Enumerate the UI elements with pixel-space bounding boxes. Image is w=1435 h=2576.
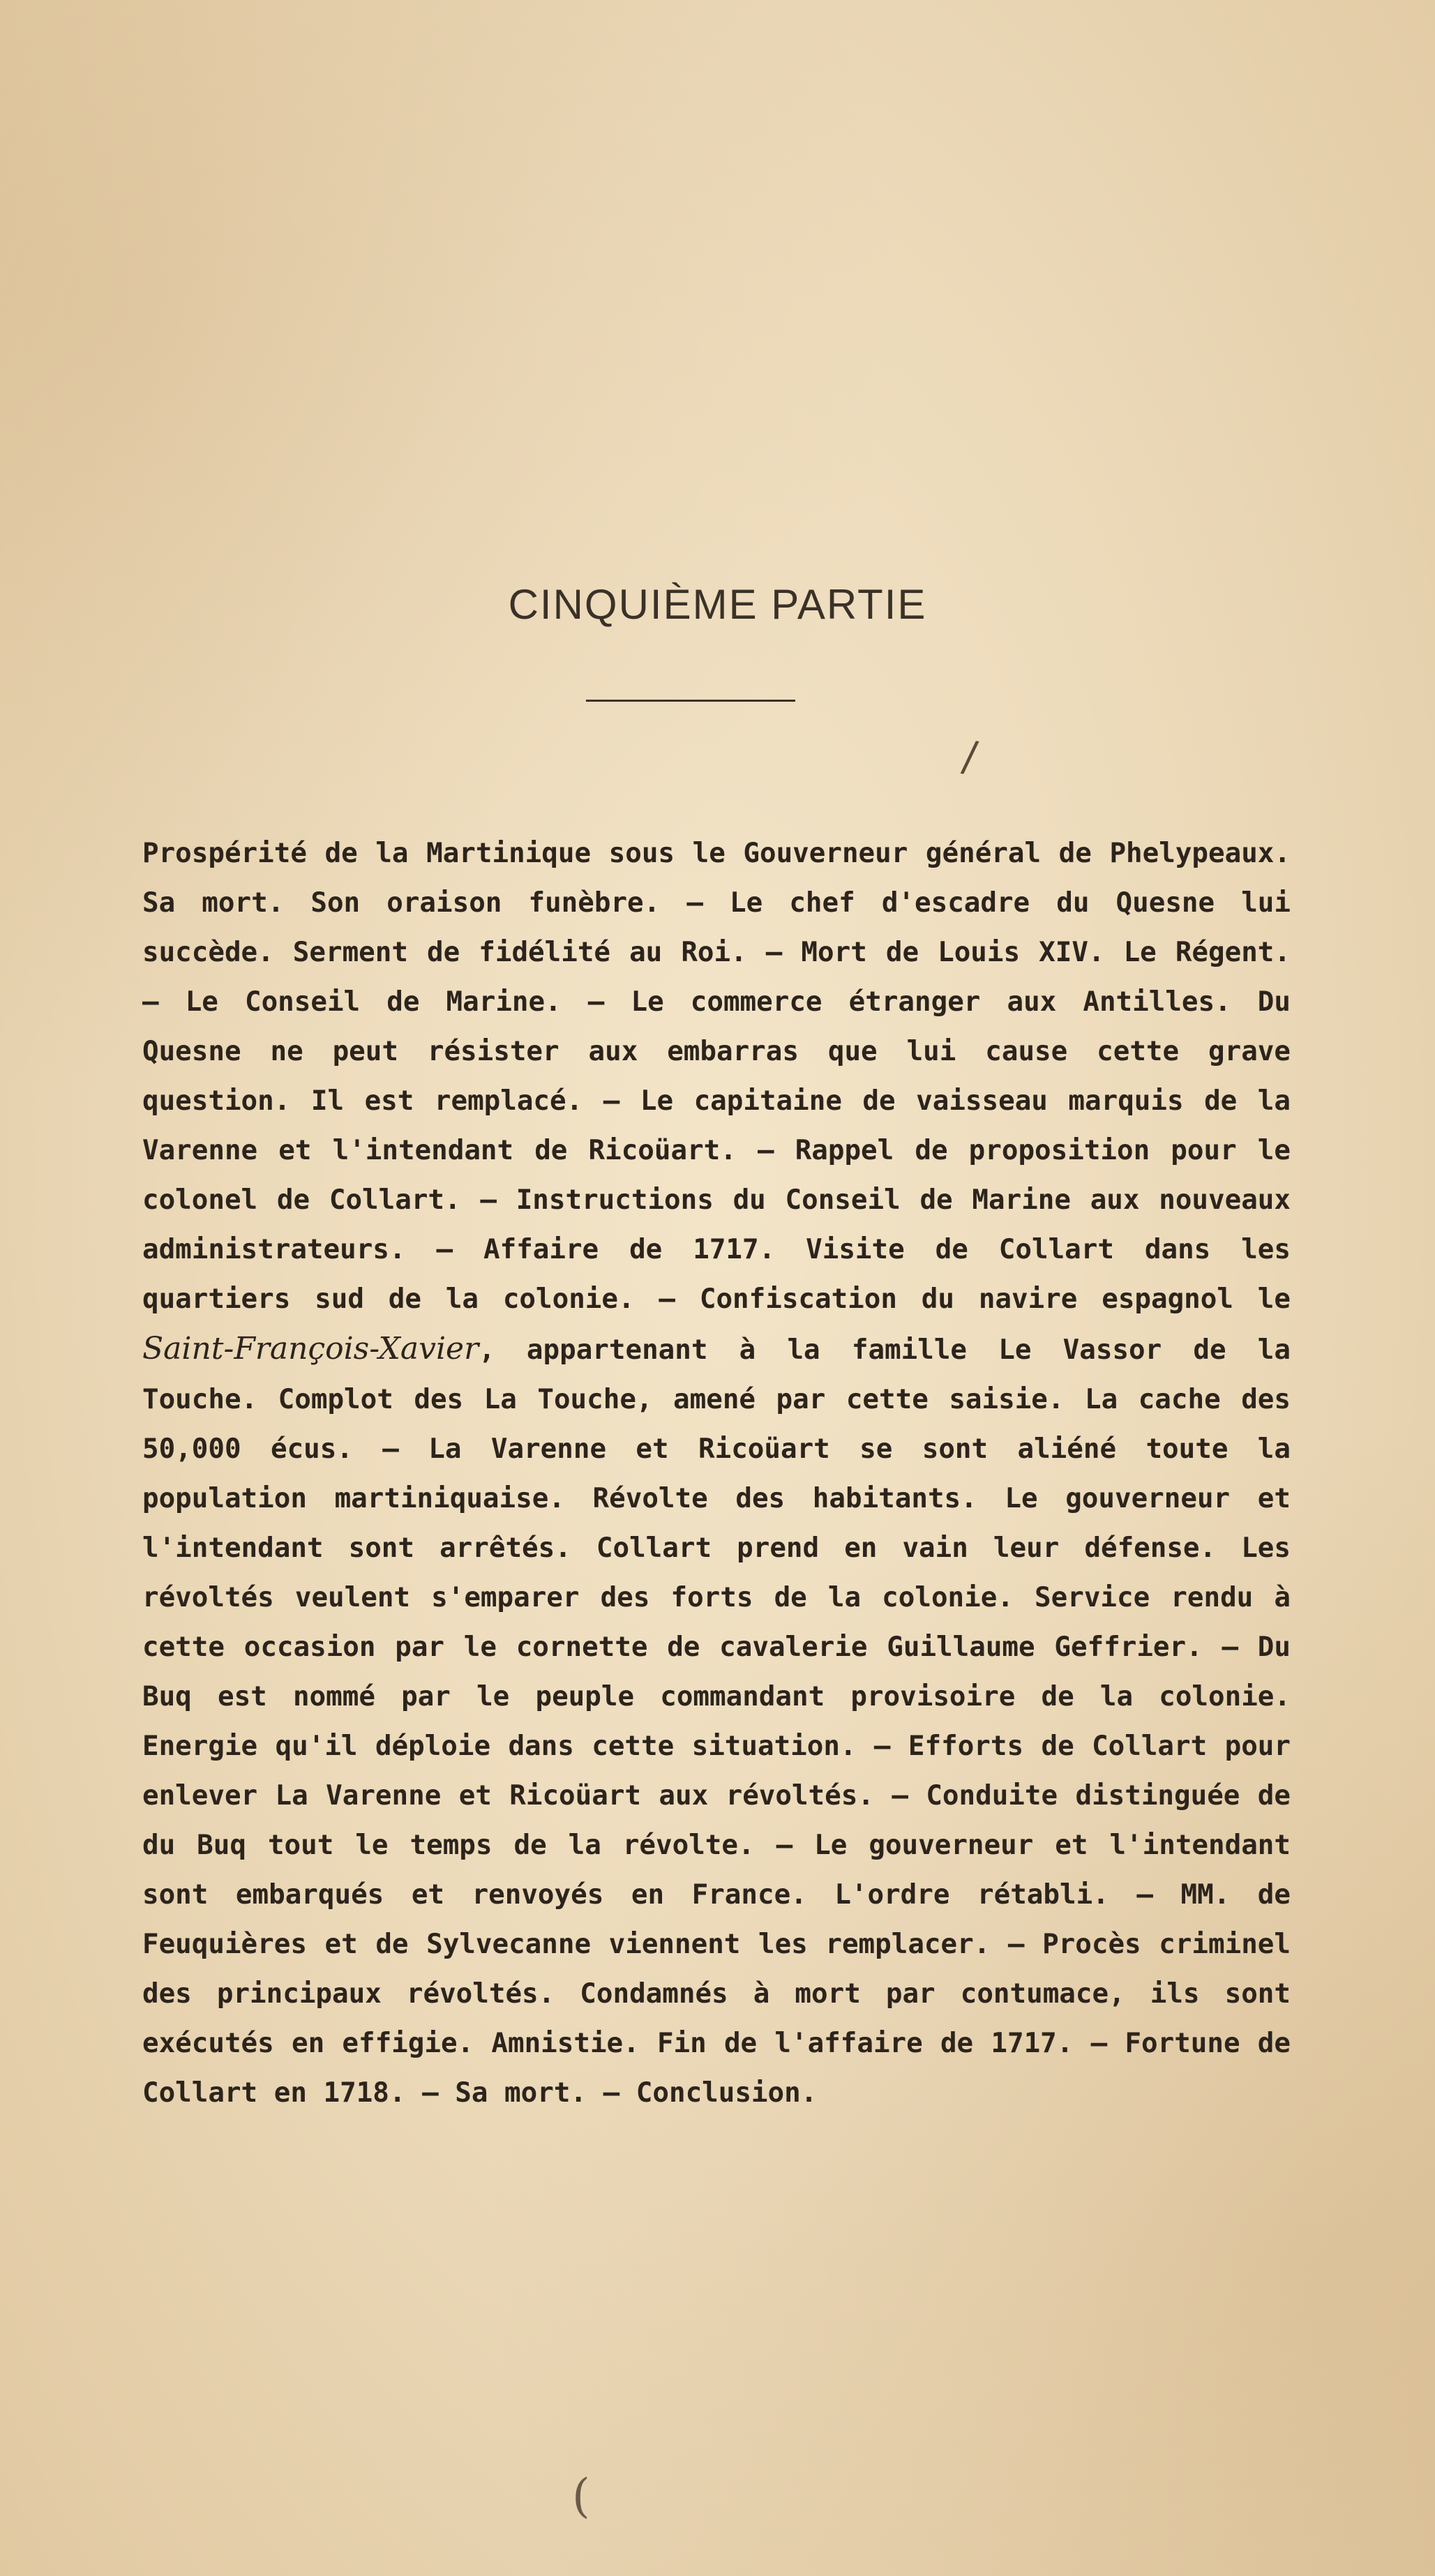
stray-pencil-mark: / <box>959 731 980 783</box>
ship-name: Saint-François-Xavier <box>142 1331 479 1366</box>
stray-mark-bottom: ( <box>572 2469 590 2523</box>
chapter-summary <box>142 829 1291 2118</box>
part-title: CINQUIÈME PARTIE <box>508 581 927 628</box>
summary-outro: , appartenant à la famille Le Vassor de la Touche. Complot des La Touche, amené par cette saisie. La cache des 50,000 écus. — La Varenne et Ricoüart se sont aliéné toute la population martiniquaise. Révolte des habitants. Le gouverneur et l'intendant sont arrêtés. Collart prend en vain leur défense. Les révoltés veulent s'emparer des forts de la colonie. Service rendu à cette occasion par le cornette de cavalerie Guillaume Geffrier. — Du Buq est nommé par le peuple commandant provisoire de la colonie. Energie qu'il déploie dans cette situation. — Efforts de Collart pour enlever La Varenne et Ricoüart aux révoltés. — Conduite distinguée de du Buq tout le temps de la révolte. — Le gouverneur et l'intendant sont embarqués et renvoyés en France. L'ordre rétabli. — MM. de Feuquières et de Sylvecanne viennent les remplacer. — Procès criminel des principaux révoltés. Condamnés à mort par contumace, ils sont exécutés en effigie. Amnistie. Fin de l'affaire de 1717. — Fortune de Collart en 1718. — Sa mort. — Conclusion. <box>142 1334 1291 2109</box>
title-rule <box>586 700 795 702</box>
summary-intro: Prospérité de la Martinique sous le Gouverneur général de Phelypeaux. Sa mort. Son oraison funèbre. — Le chef d'escadre du Quesne lui succède. Serment de fidélité au Roi. — Mort de Louis XIV. Le Régent. — Le Conseil de Marine. — Le commerce étranger aux Antilles. Du Quesne ne peut résister aux embarras que lui cause cette grave question. Il est remplacé. — Le capitaine de vaisseau marquis de la Varenne et l'intendant de Ricoüart. — Rappel de proposition pour le colonel de Collart. — Instructions du Conseil de Marine aux nouveaux administrateurs. — Affaire de 1717. Visite de Collart dans les quartiers sud de la colonie. — Confiscation du navire espagnol le <box>142 838 1291 1315</box>
